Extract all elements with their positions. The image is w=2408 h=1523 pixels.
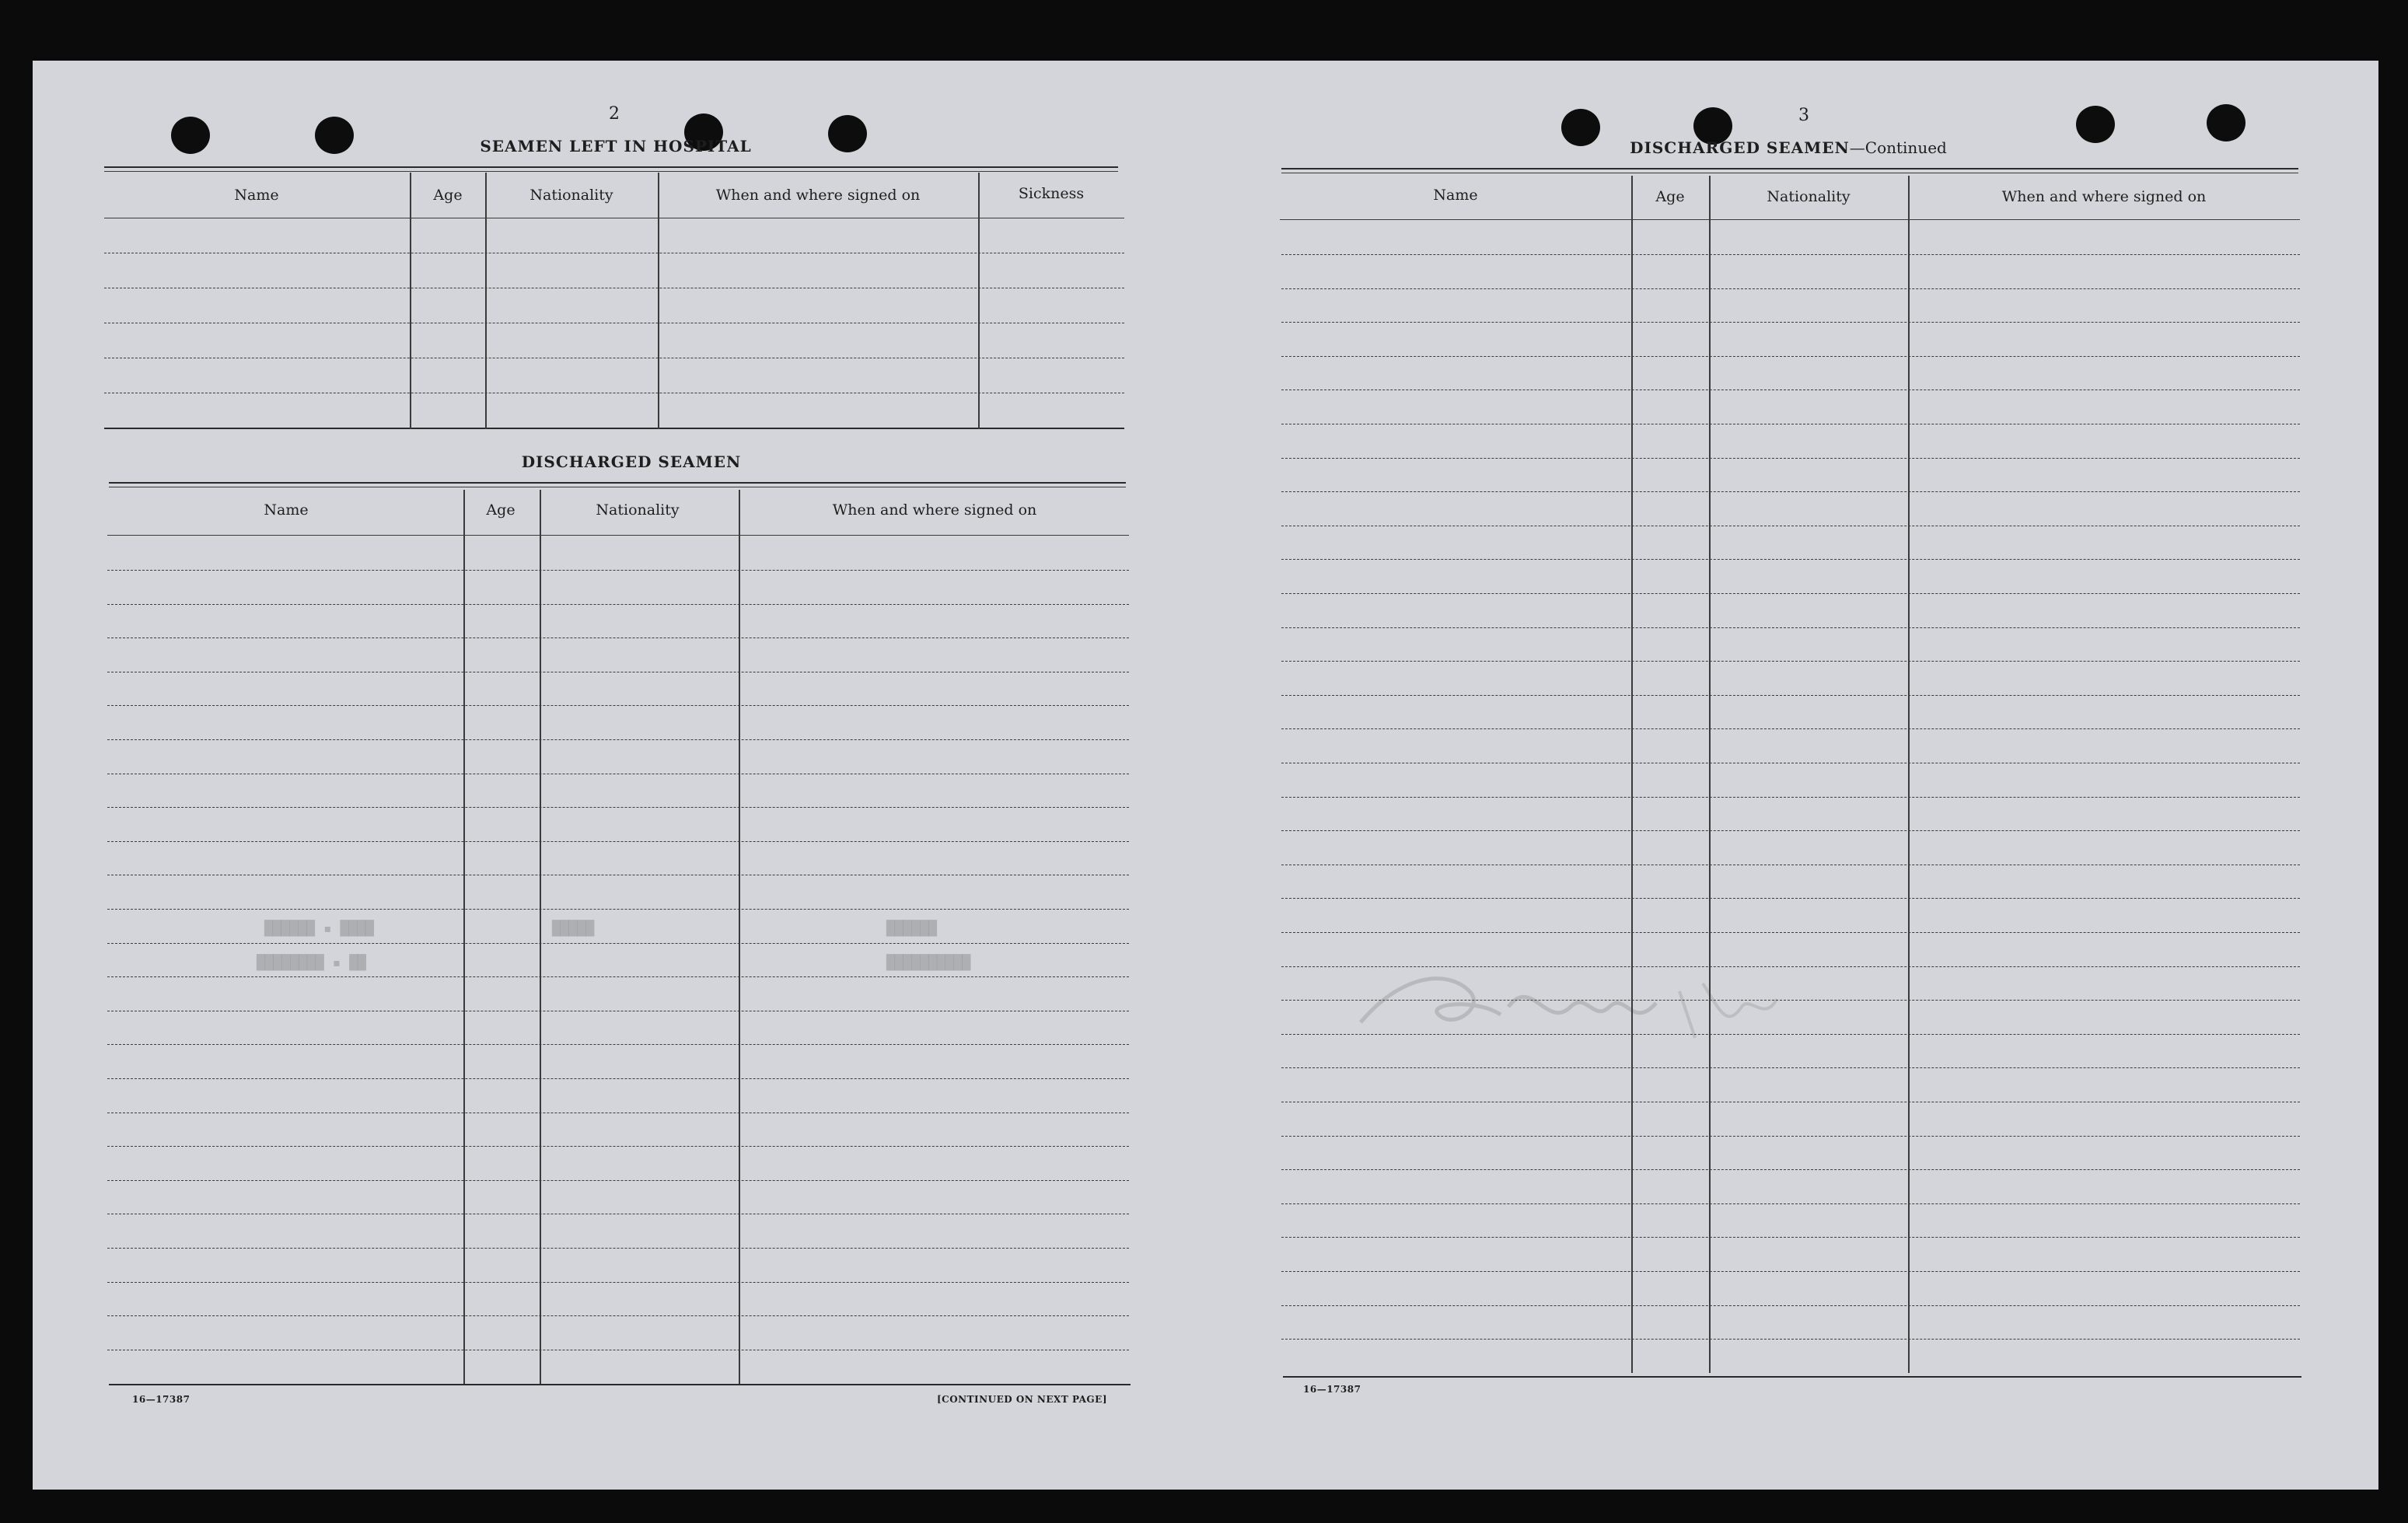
ruled-row-line (1281, 458, 2300, 459)
form-number: 16—17387 (132, 1394, 190, 1405)
ruled-row-line (107, 943, 1129, 944)
ruled-row-line (1281, 491, 2300, 492)
ruled-row-line (1281, 559, 2300, 560)
discharged-section-title: DISCHARGED SEAMEN (521, 452, 742, 471)
page-number: 2 (609, 104, 620, 124)
ruled-row-line (1281, 1203, 2300, 1204)
ruled-row-line (1281, 389, 2300, 390)
ruled-row-line (107, 976, 1129, 977)
punch-hole (2076, 106, 2115, 143)
page-number: 3 (1798, 106, 1809, 125)
column-header-name: Name (264, 501, 309, 519)
ruled-row-line (107, 1044, 1129, 1045)
ruled-row-line (107, 1315, 1129, 1316)
column-header-nationality: Nationality (1767, 188, 1851, 205)
continued-note: [CONTINUED ON NEXT PAGE] (936, 1394, 1107, 1405)
ruled-row-line (1281, 695, 2300, 696)
column-header-age: Age (486, 501, 516, 519)
punch-hole (2207, 104, 2245, 141)
column-header-name: Name (1433, 187, 1478, 204)
bleed-through-text: ██████ (886, 920, 938, 937)
ruled-row-line (1281, 728, 2300, 729)
ruled-row-line (107, 604, 1129, 605)
bleed-through-signature (1353, 960, 1788, 1053)
ruled-row-line (1281, 1339, 2300, 1340)
punch-hole (828, 115, 867, 152)
form-number: 16—17387 (1303, 1384, 1361, 1395)
ruled-row-line (107, 570, 1129, 571)
ruled-row-line (107, 739, 1129, 740)
ruled-row-line (1281, 830, 2300, 831)
ruled-row-line (1281, 1169, 2300, 1170)
ruled-row-line (1281, 1237, 2300, 1238)
ruled-row-line (1281, 898, 2300, 899)
punch-hole (315, 117, 354, 154)
column-header-nationality: Nationality (529, 187, 613, 204)
punch-hole (1561, 109, 1600, 146)
ruled-row-line (1281, 1067, 2300, 1068)
column-header-when-where: When and where signed on (832, 501, 1037, 519)
bleed-through-text: ██████ ▪ ████ (264, 920, 374, 937)
ruled-row-line (107, 841, 1129, 842)
ruled-row-line (107, 1078, 1129, 1079)
hospital-section-title: SEAMEN LEFT IN HOSPITAL (480, 137, 752, 155)
column-header-age: Age (433, 187, 463, 204)
ruled-row-line (107, 1248, 1129, 1249)
discharged-section-title: DISCHARGED SEAMEN (1630, 138, 1850, 157)
bleed-through-text: ██████████ (886, 955, 971, 971)
column-header-name: Name (234, 187, 279, 204)
ruled-row-line (1281, 661, 2300, 662)
form-sheet (33, 61, 2378, 1490)
column-header-sickness: Sickness (1018, 185, 1085, 202)
bleed-through-text: █████ (552, 920, 595, 937)
ruled-row-line (107, 637, 1129, 638)
ruled-row-line (107, 705, 1129, 706)
column-header-when-where: When and where signed on (2001, 188, 2207, 205)
ruled-row-line (107, 909, 1129, 910)
ruled-row-line (1281, 932, 2300, 933)
ruled-row-line (107, 1282, 1129, 1283)
punch-hole (171, 117, 210, 154)
discharged-continued-title (1630, 138, 1947, 157)
bleed-through-text: ████████ ▪ ██ (257, 955, 366, 971)
ruled-row-line (1281, 322, 2300, 323)
ruled-row-line (107, 1146, 1129, 1147)
ruled-row-line (107, 807, 1129, 808)
column-header-age: Age (1655, 188, 1685, 205)
ruled-row-line (1281, 1305, 2300, 1306)
ruled-row-line (1281, 797, 2300, 798)
ruled-row-line (107, 1180, 1129, 1181)
ruled-row-line (1281, 1271, 2300, 1272)
ruled-row-line (1281, 627, 2300, 628)
ruled-row-line (1281, 254, 2300, 255)
ruled-row-line (1281, 288, 2300, 289)
ruled-row-line (1281, 1136, 2300, 1137)
ruled-row-line (1281, 593, 2300, 594)
title-suffix: —Continued (1849, 138, 1947, 157)
column-header-nationality: Nationality (596, 501, 680, 519)
column-header-when-where: When and where signed on (715, 187, 921, 204)
ruled-row-line (1281, 356, 2300, 357)
